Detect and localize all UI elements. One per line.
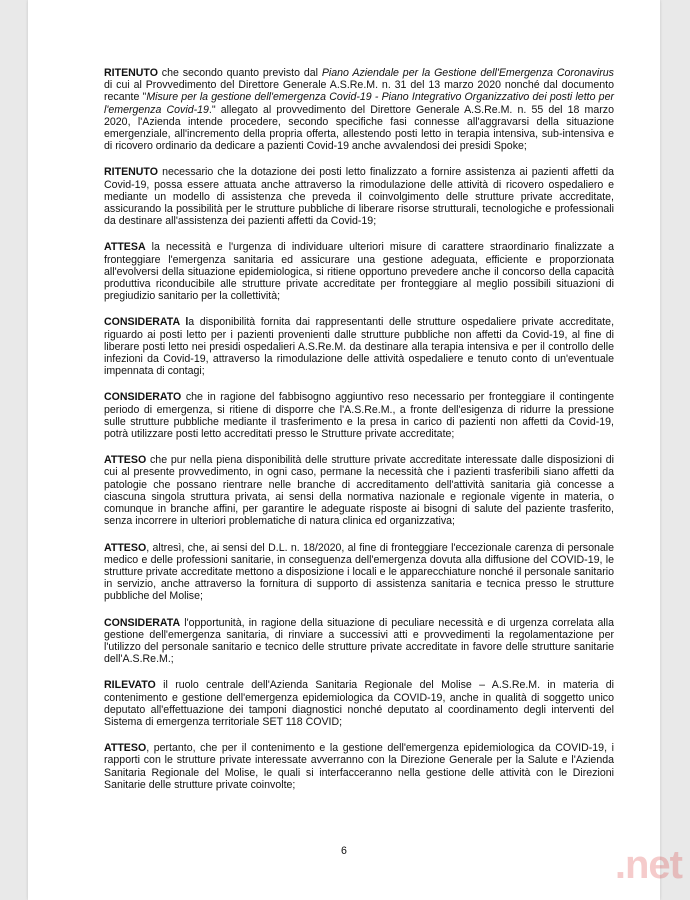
paragraph xyxy=(104,742,614,791)
paragraph xyxy=(104,166,614,227)
paragraph xyxy=(104,241,614,302)
paragraph-lead-keyword: ATTESA xyxy=(104,241,146,254)
paragraph-text: che pur nella piena disponibilità delle strutture private accreditate interessate dalle disposizioni di cui al presente provvedimento, in ogni caso, permane la necessità che i pazienti trasferibili siano affetti da patologie che possano rientrare nelle branche di accreditamento dell'attività sanitaria già concesse a ciascuna singola struttura privata, ai sensi della normativa nazionale e regionale vigente in materia, o comunque in branche affini, per garantire le adeguate risposte ai bisogni di salute del paziente trasferito, senza incorrere in ulteriori problematiche di natura clinica ed organizzativa; xyxy=(104,454,614,528)
paragraph xyxy=(104,316,614,377)
paragraph-text: che in ragione del fabbisogno aggiuntivo reso necessario per fronteggiare il contingente periodo di emergenza, si ritiene di disporre che l'A.S.Re.M., a fronte dell'esigenza di ridurre la pressione sulle strutture pubbliche mediante il trasferimento e la presa in carico di pazienti non affetti da Covid-19, potrà utilizzare posti letto accreditati presso le Strutture private accreditate; xyxy=(104,391,614,441)
paragraph-text: di cui al Provvedimento del Direttore Generale A.S.Re.M. n. 31 del 13 marzo 2020 nonché dal documento recante " xyxy=(104,79,614,104)
paragraph-lead-keyword: RITENUTO xyxy=(104,166,158,179)
site-watermark-logo: .net xyxy=(614,843,682,887)
paragraph-lead-keyword: RITENUTO xyxy=(104,67,158,79)
paragraph-italic-text: Misure per la gestione dell'emergenza Covid-19 - Piano Integrativo Organizzativo dei posti letto per l'emergenza Covid-19 xyxy=(104,91,614,116)
paragraph-text: ." allegato al provvedimento del Direttore Generale A.S.Re.M. n. 55 del 18 marzo 2020, l'Azienda intende procedere, secondo specifiche fasi connesse all'aggravarsi della situazione emergenziale, all'incremento della propria offerta, allestendo posti letto in terapia intensiva, sub-intensiva e di ricovero ordinario da dedicare a pazienti Covid-19 anche avvalendosi dei presidi Spoke; xyxy=(104,103,614,153)
paragraph-lead-keyword: RILEVATO xyxy=(104,679,156,692)
paragraph xyxy=(104,391,614,440)
paragraph-text: a disponibilità fornita dai rappresentanti delle strutture ospedaliere private accreditate, riguardo ai posti letto per i pazienti provenienti dalle strutture pubbliche non affetti da Covid-19, al fine di liberare posti letto nei presidi ospedalieri A.S.Re.M. da destinare alla terapia intensiva e per il controllo delle infezioni da Covid-19, attraverso la rimodulazione delle attività ospedaliere e tenuto conto di un'eventuale impennata di contagi; xyxy=(104,316,615,378)
paragraph-text: che secondo quanto previsto dal xyxy=(157,67,322,79)
document-page xyxy=(28,0,660,900)
paragraph-lead-keyword: ATTESO xyxy=(104,541,147,554)
paragraph-text: il ruolo centrale dell'Azienda Sanitaria Regionale del Molise – A.S.Re.M. in materia di contenimento e gestione dell'emergenza epidemiologica da COVID-19, anche in qualità di soggetto unico deputato all'effettuazione dei tamponi diagnostici nonché deputato al coordinamento degli interventi del Sistema di emergenza territoriale SET 118 COVID; xyxy=(104,679,614,728)
paragraph xyxy=(104,454,614,527)
paragraph-text: , altresì, che, ai sensi del D.L. n. 18/2020, al fine di fronteggiare l'eccezionale carenza di personale medico e delle professioni sanitarie, in conseguenza dell'emergenza dovuta alla diffusione del COVID-19, le strutture private accreditate mettono a disposizione i locali e le apparecchiature nonché il personale sanitario in servizio, anche attraverso la fornitura di supporto di assistenza sanitaria e tecnica presso le strutture pubbliche del Molise; xyxy=(104,541,614,603)
paragraph xyxy=(104,542,614,603)
paragraph-text: necessario che la dotazione dei posti letto finalizzato a fornire assistenza ai pazienti affetti da Covid-19, possa essere attuata anche attraverso la rimodulazione delle attività di ricovero ospedaliero e mediante un modello di assistenza che preveda il coinvolgimento delle strutture private accreditate, assicurando la possibilità per le strutture pubbliche di liberare risorse strutturali, tecnologiche e professionali da destinare all'assistenza dei pazienti affetti da Covid-19; xyxy=(104,166,614,228)
paragraph xyxy=(104,67,614,152)
paragraph-lead-keyword: CONSIDERATA xyxy=(104,616,181,629)
paragraph-text: , pertanto, che per il contenimento e la gestione dell'emergenza epidemiologica da COVID-19, i rapporti con le strutture private interessate avverranno con la Direzione Generale per la Salute e l'Azienda Sanitaria Regionale del Molise, le quali si interfacceranno nella gestione delle attività con le Direzioni Sanitarie delle strutture private coinvolte; xyxy=(104,742,614,791)
paragraph-lead-keyword: CONSIDERATO xyxy=(104,391,182,404)
paragraph-lead-keyword: ATTESO xyxy=(104,454,147,467)
paragraph xyxy=(104,617,614,666)
paragraph-lead-keyword: ATTESO xyxy=(104,742,147,755)
page-number: 6 xyxy=(341,845,347,857)
document-body xyxy=(104,67,614,805)
paragraph-text: l'opportunità, in ragione della situazione di peculiare necessità e di urgenza correlata alla gestione dell'emergenza sanitaria, di rinviare a successivi atti e provvedimenti la regolamentazione per l'utilizzo del personale sanitario e tecnico delle strutture private accreditate in favore delle strutture sanitarie dell'A.S.Re.M.; xyxy=(104,616,614,666)
paragraph-lead-keyword: CONSIDERATA l xyxy=(104,316,189,329)
paragraph xyxy=(104,679,614,728)
paragraph-text: la necessità e l'urgenza di individuare ulteriori misure di carattere straordinario finalizzate a fronteggiare l'emergenza sanitaria ed assicurare una gestione adeguata, efficiente e proporzionata all'evolversi della situazione epidemiologica, si ritiene opportuno prevedere anche il concorso della capacità produttiva riconducibile alle strutture private accreditate per fronteggiare al meglio possibili situazioni di pregiudizio sanitario per la collettività; xyxy=(104,241,614,303)
paragraph-italic-text: Piano Aziendale per la Gestione dell'Emergenza Coronavirus xyxy=(321,67,614,79)
